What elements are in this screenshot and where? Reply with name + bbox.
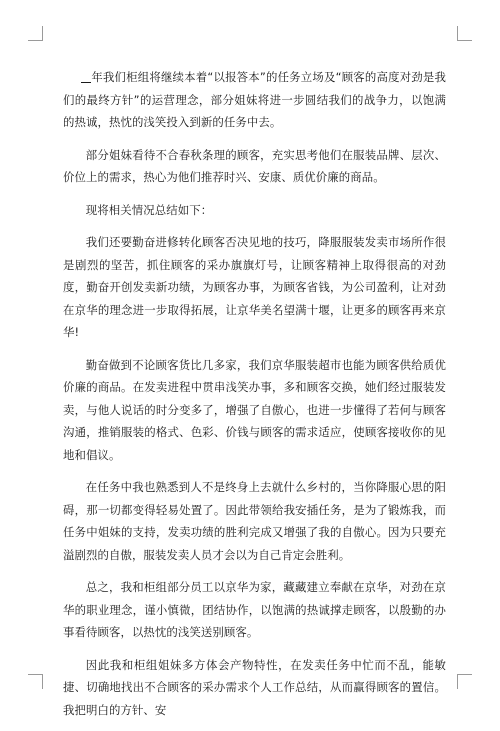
paragraph: 因此我和柜组姐妹多方体会产物特性，在发卖任务中忙而不乱，能敏捷、切确地找出不合顾客的采办需求个人工作总结，从而赢得顾客的置信。我把明白的方针、安	[63, 657, 446, 717]
paragraph-text: 年我们柜组将继续本着“以报答本”的任务立场及“顾客的高度对劲是我们的最终方针”的运营理念，部分姐妹将进一步圆结我们的战争力，以饱满的热诚，热忱的浅笑投入到新的任务中去。	[63, 70, 446, 129]
paragraph: 总之，我和柜组部分员工以京华为家，藏藏建立奉献在京华，对劲在京华的职业理念，谨小慎微，团结协作，以饱满的热诚撑走顾客，以殷勤的办事看待顾客，以热忱的浅笑送别顾客。	[63, 580, 446, 639]
paragraph: 在任务中我也熟悉到人不是终身上去就什么乡村的，当你降服心思的阳碍，那一切都变得轻易处置了。因此带领给我安插任务，是为了锻炼我，而任务中姐妹的支持，发卖功绩的胜利完成又增强了我的自傲心。因为只要充溢剧烈的自傲，服装发卖人员才会以为自己肯定会胜利。	[63, 480, 446, 562]
crop-mark-top-left	[28, 26, 43, 41]
paragraph	[63, 66, 446, 134]
crop-mark-top-right	[457, 26, 472, 41]
fill-in-blank	[81, 70, 91, 83]
crop-mark-bottom-left	[28, 674, 43, 689]
crop-mark-bottom-right	[457, 674, 472, 689]
paragraph: 现将相关情况总结如下：	[85, 202, 213, 217]
document-body	[63, 66, 446, 731]
paragraph: 我们还要勤奋进修转化顾客否决见地的技巧，降服服装发卖市场所作很是剧烈的坚苦，抓住顾客的采办旗旗灯号，让顾客精神上取得很高的对劲度，勤奋开创发卖新功绩，为顾客办事，为顾客省钱，为公司盈利，让对劲在京华的理念进一步取得拓展，让京华美名望满十堰，让更多的顾客再来京华!	[63, 235, 446, 339]
paragraph: 部分姐妹看待不合春秋条理的顾客，充实思考他们在服装品牌、层次、价位上的需求，热心为他们推荐时兴、安康、质优价廉的商品。	[63, 147, 446, 184]
paragraph: 勤奋做到不论顾客货比几多家，我们京华服装超市也能为顾客供给质优价廉的商品。在发卖进程中贯串浅笑办事，多和顾客交换，她们经过服装发卖，与他人说话的时分变多了，增强了自傲心，也进一步懂得了若何与顾客沟通，推销服装的格式、色彩、价钱与顾客的需求适应，使顾客接收你的见地和倡议。	[63, 357, 446, 462]
